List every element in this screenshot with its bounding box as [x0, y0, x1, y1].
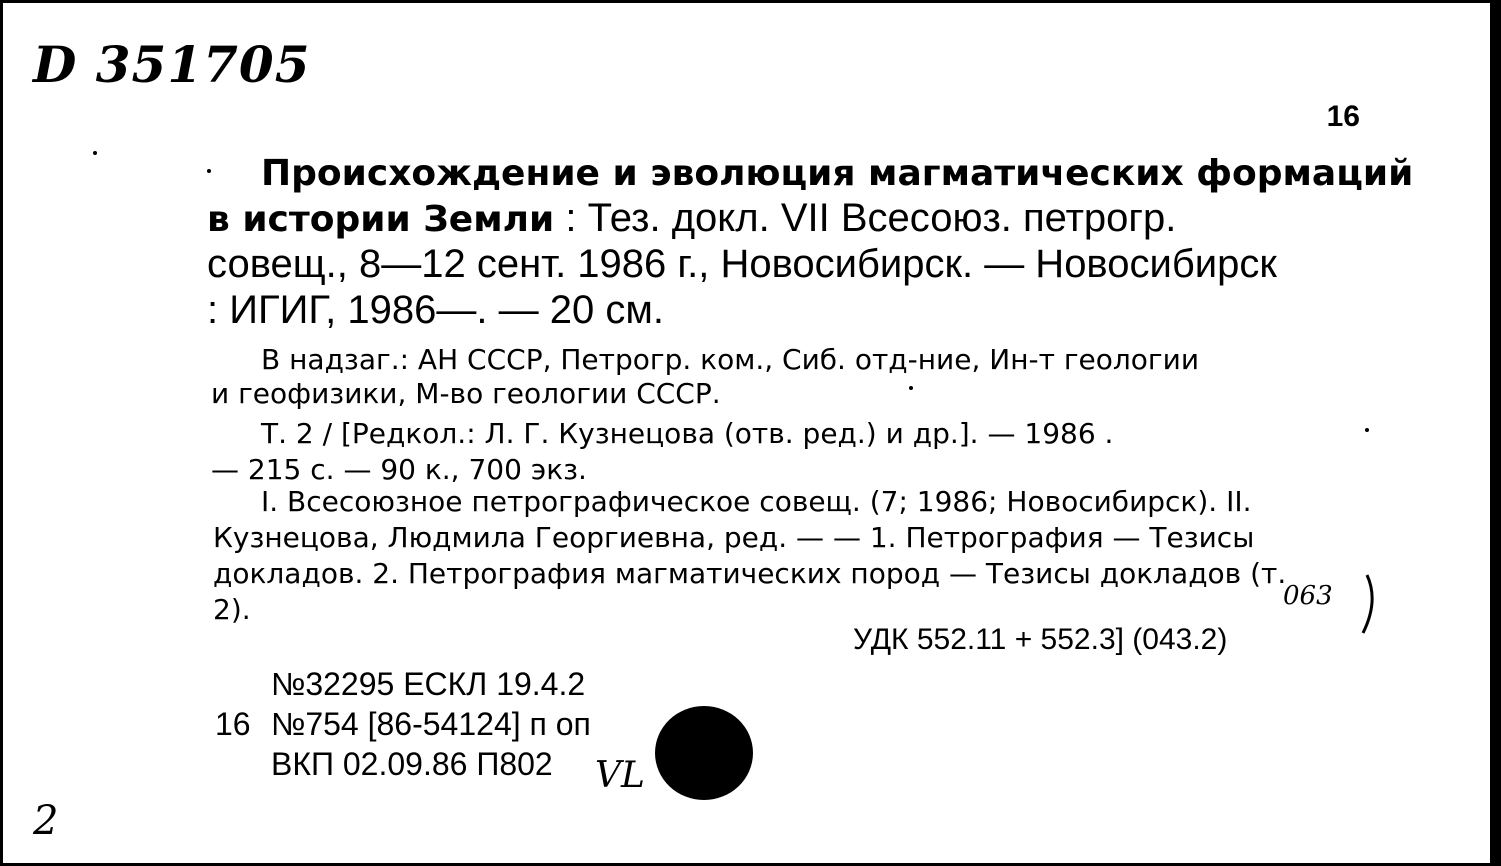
catalog-number: D 351705 [33, 35, 311, 94]
title-line-1 [261, 149, 1413, 197]
title-line-3 [207, 241, 1277, 287]
title-rest-2: : Тез. докл. VII Всесоюз. петрогр. [554, 196, 1177, 240]
udc-line: УДК 552.11 + 552.3] (043.2) [853, 623, 1228, 656]
title-line-4 [207, 287, 664, 333]
body-line-8: 2). [213, 593, 251, 626]
title-line-2 [207, 195, 1176, 243]
body-line-6: Кузнецова, Людмила Георгиевна, ред. — — 1. Петрография — Тезисы [213, 521, 1255, 554]
page-number: 16 [1326, 100, 1360, 133]
body-line-4: — 215 с. — 90 к., 700 экз. [211, 453, 587, 486]
body-line-5: I. Всесоюзное петрографическое совещ. (7; 1986; Новосибирск). II. [261, 485, 1252, 518]
body-line-2: и геофизики, М-во геологии СССР. [211, 377, 721, 410]
stamp-prefix: 16 [215, 706, 251, 742]
handwritten-corner-mark: 2 [33, 798, 59, 844]
body-line-7: докладов. 2. Петрография магматических пород — Тезисы докладов (т. [213, 557, 1287, 590]
stamp-line-2: №754 [86-54124] п оп [271, 706, 591, 742]
handwritten-initials: VL [595, 755, 645, 796]
title-rest-4: : ИГИГ, 1986—. — 20 см. [207, 288, 664, 332]
speck-mark [93, 151, 97, 155]
punch-hole [655, 706, 753, 800]
speck-mark [909, 386, 913, 390]
title-bold-1: Происхождение и эволюция магматических формаций [261, 153, 1414, 194]
title-rest-3: совещ., 8—12 сент. 1986 г., Новосибирск. — Новосибирск [207, 242, 1277, 286]
body-line-3: Т. 2 / [Редкол.: Л. Г. Кузнецова (отв. ред.) и др.]. — 1986 . [261, 417, 1114, 450]
speck-mark [1365, 428, 1369, 432]
speck-mark [207, 169, 211, 173]
stamp-line-3: ВКП 02.09.86 П802 [271, 746, 553, 782]
title-bold-2: в истории Земли [207, 199, 555, 240]
body-line-1: В надзаг.: АН СССР, Петрогр. ком., Сиб. отд-ние, Ин-т геологии [261, 343, 1200, 376]
handwritten-udc-note: 063 [1283, 581, 1333, 611]
stamp-line-1: №32295 ЕСКЛ 19.4.2 [271, 666, 586, 702]
